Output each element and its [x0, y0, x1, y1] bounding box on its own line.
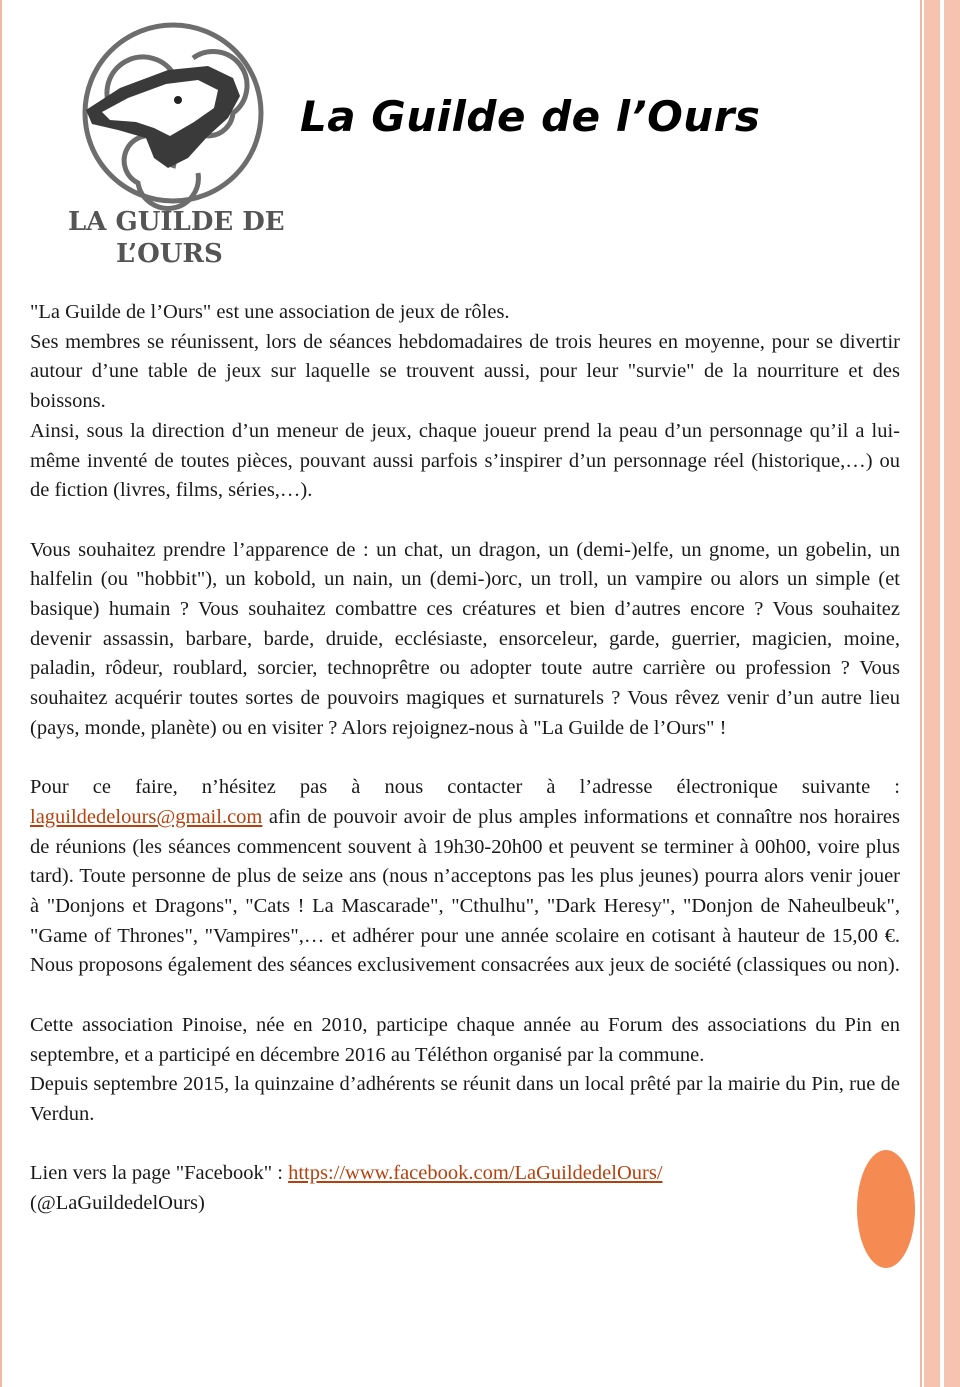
facebook-link[interactable]: https://www.facebook.com/LaGuildedelOurs/: [288, 1162, 663, 1185]
paragraph-gameplay: Ainsi, sous la direction d’un meneur de jeux, chaque joueur prend la peau d’un personnage qu’il a lui-même inventé de toutes pièces, pouvant aussi parfois s’inspirer d’un personnage réel (historique,…) ou de fiction (livres, films, séries,…).: [30, 419, 900, 502]
paragraph-contact: [30, 773, 900, 981]
paragraph-history: Cette association Pinoise, née en 2010, participe chaque année au Forum des associations du Pin en septembre, et a participé en décembre 2016 au Téléthon organisé par la commune.: [30, 1013, 900, 1066]
guild-logo: [58, 18, 298, 278]
bear-triskelion-icon: [58, 18, 298, 278]
page-border-left: [0, 0, 2, 1387]
decorative-orange-dot: [857, 1150, 915, 1268]
paragraph-members: Ses membres se réunissent, lors de séances hebdomadaires de trois heures en moyenne, pour se divertir autour d’une table de jeux sur laquelle se trouvent aussi, pour leur "survie" de la nourriture et des boissons.: [30, 330, 900, 413]
page-border-right: [920, 0, 922, 1387]
facebook-text-before: Lien vers la page "Facebook" :: [30, 1162, 289, 1185]
paragraph-intro: "La Guilde de l’Ours" est une association de jeux de rôles.: [30, 301, 510, 323]
email-link[interactable]: laguildedelours@gmail.com: [30, 805, 263, 828]
svg-text:L’OURS: L’OURS: [116, 239, 223, 269]
facebook-handle: (@LaGuildedelOurs): [30, 1192, 205, 1215]
contact-text-before: Pour ce faire, n’hésitez pas à nous contacter à l’adresse électronique suivante :: [30, 776, 900, 799]
paragraph-facebook: [30, 1159, 900, 1218]
paragraph-characters: Vous souhaitez prendre l’apparence de : un chat, un dragon, un (demi-)elfe, un gnome, un gobelin, un halfelin (ou "hobbit"), un kobold, un nain, un (demi-)orc, un troll, un vampire ou alors un simple (et basique) humain ? Vous souhaitez combattre ces créatures et bien d’autres encore ? Vous souhaitez devenir assassin, barbare, barde, druide, ecclésiaste, ensorceleur, garde, guerrier, magicien, moine, paladin, rôdeur, roublard, sorcier, technoprêtre ou adopter toute autre carrière ou profession ? Vous souhaitez acquérir toutes sortes de pouvoirs magiques et surnaturels ? Vous rêvez venir d’un autre lieu (pays, monde, planète) ou en visiter ? Alors rejoignez-nous à "La Guilde de l’Ours" !: [30, 538, 900, 739]
page-title: La Guilde de l’Ours: [300, 92, 761, 141]
paragraph-location: Depuis septembre 2015, la quinzaine d’adhérents se réunit dans un local prêté par la mairie du Pin, rue de Verdun.: [30, 1073, 900, 1125]
contact-text-after: afin de pouvoir avoir de plus amples informations et connaître nos horaires de réunions (les séances commencent souvent à 19h30-20h00 et peuvent se terminer à 00h00, voire plus tard). Toute personne de plus de seize ans (nous n’acceptons pas les plus jeunes) pourra alors venir jouer à "Donjons et Dragons", "Cats ! La Mascarade", "Cthulhu", "Dark Heresy", "Donjon de Naheulbeuk", "Game of Thrones", "Vampires",… et adhérer pour une année scolaire en cotisant à hauteur de 15,00 €. Nous proposons également des séances exclusivement consacrées aux jeux de société (classiques ou non).: [30, 805, 900, 977]
svg-text:LA GUILDE DE: LA GUILDE DE: [68, 207, 285, 237]
decorative-stripe-line: [940, 0, 944, 1387]
document-body: [30, 298, 900, 1219]
